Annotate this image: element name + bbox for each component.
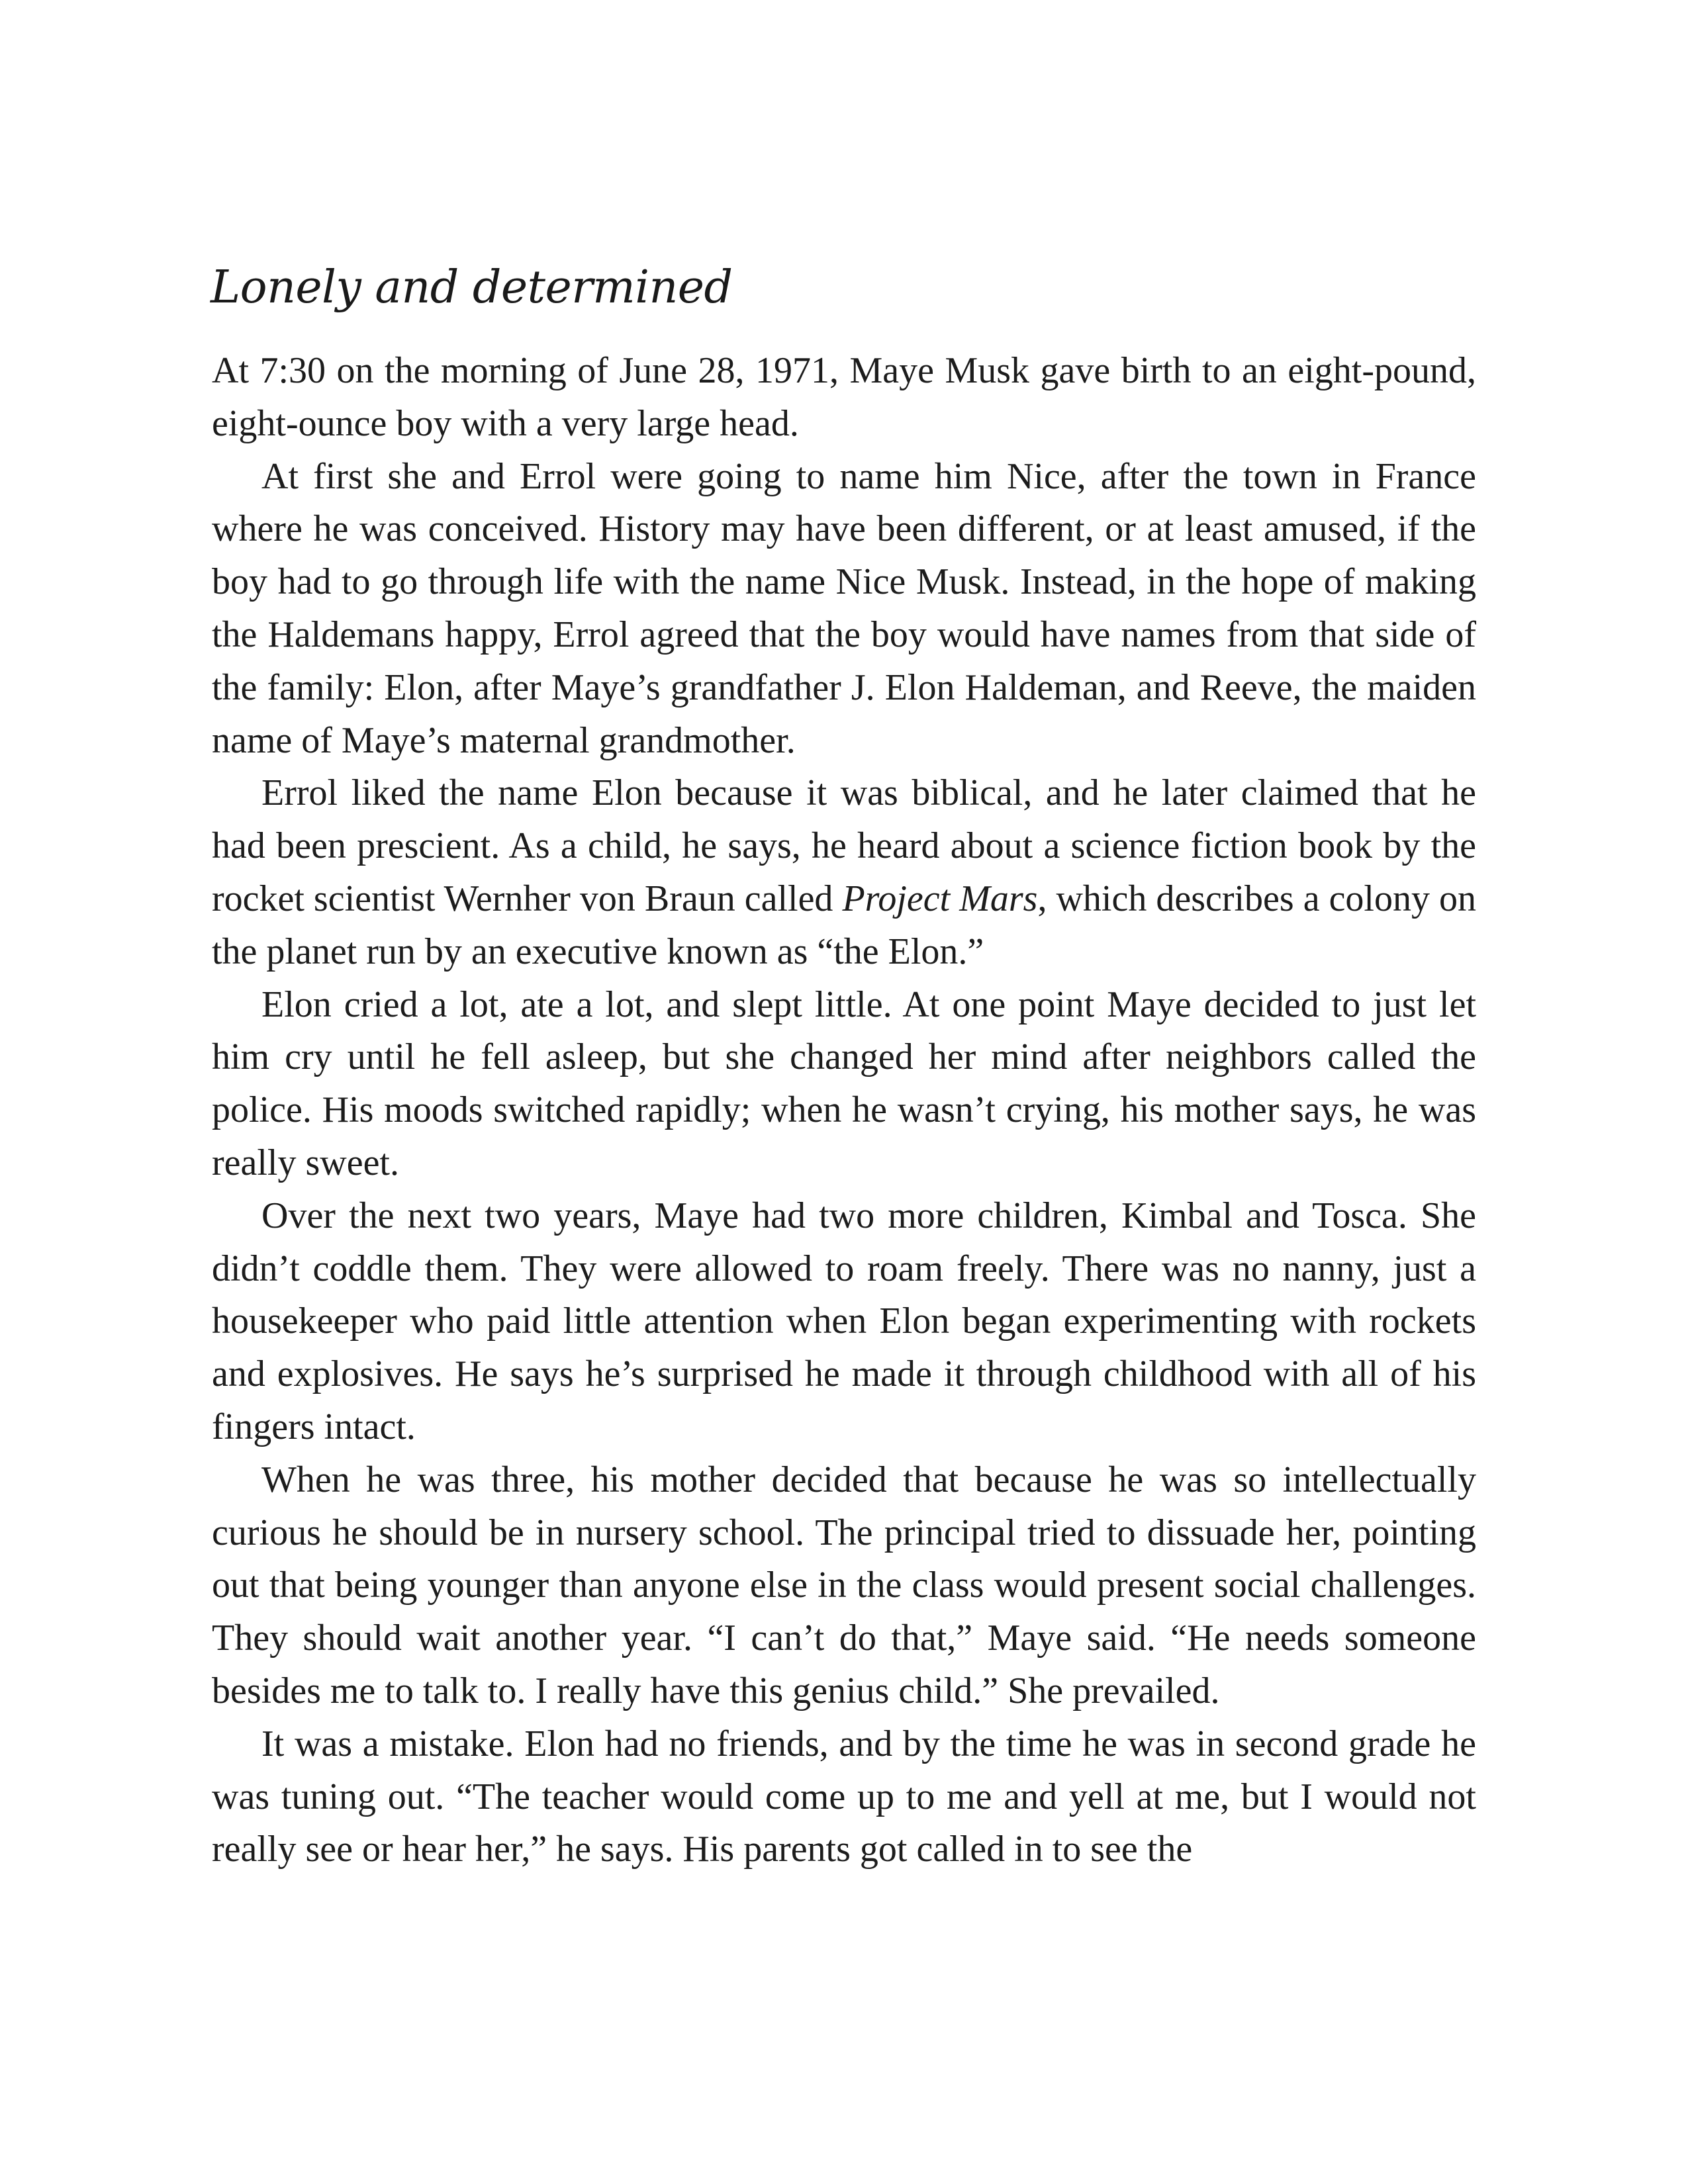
paragraph-text: Errol liked the name Elon because it was biblical, and he later claimed that he had been prescient. As a child, he says, he heard about a science fiction book by the rocket scientist Wernher von Braun called — [212, 772, 1476, 919]
paragraph-birth: At 7:30 on the morning of June 28, 1971, Maye Musk gave birth to an eight-pound, eight-ounce boy with a very large head. — [212, 350, 1476, 444]
paragraph-infancy: Elon cried a lot, ate a lot, and slept little. At one point Maye decided to just let him cry until he fell asleep, but she changed her mind after neighbors called the police. His moods switched rapidly; when he wasn’t crying, his mother says, he was really sweet. — [212, 983, 1476, 1183]
paragraph-nursery-school: When he was three, his mother decided that because he was so intellectually curious he should be in nursery school. The principal tried to dissuade her, pointing out that being younger than anyone else in the class would present social challenges. They should wait another year. “I can’t do that,” Maye said. “He needs someone besides me to talk to. I really have this genius child.” She prevailed. — [212, 1459, 1476, 1711]
paragraph-siblings: Over the next two years, Maye had two more children, Kimbal and Tosca. She didn’t coddle them. They were allowed to roam freely. There was no nanny, just a housekeeper who paid little attention when Elon began experimenting with rockets and explosives. He says he’s surprised he made it through childhood with all of his fingers intact. — [212, 1195, 1476, 1447]
paragraph-naming: At first she and Errol were going to name him Nice, after the town in France where he was conceived. History may have been different, or at least amused, if the boy had to go through life with the name Nice Musk. Instead, in the hope of making the Haldemans happy, Errol agreed that the boy would have names from that side of the family: Elon, after Maye’s grandfather J. Elon Haldeman, and Reeve, the maiden name of Maye’s maternal grandmother. — [212, 455, 1476, 761]
paragraph-school-mistake: It was a mistake. Elon had no friends, and by the time he was in second grade he was tuning out. “The teacher would come up to me and yell at me, but I would not really see or hear her,” he says. His parents got called in to see the — [212, 1723, 1476, 1870]
paragraph-text: , which describes a colony on the planet run by an executive known as “the Elon.” — [212, 878, 1477, 972]
book-title: Project Mars — [842, 878, 1038, 919]
section-heading: Lonely and determined — [211, 261, 733, 314]
body-text — [212, 345, 1476, 1876]
paragraph-elon-name-origin — [212, 767, 1476, 978]
